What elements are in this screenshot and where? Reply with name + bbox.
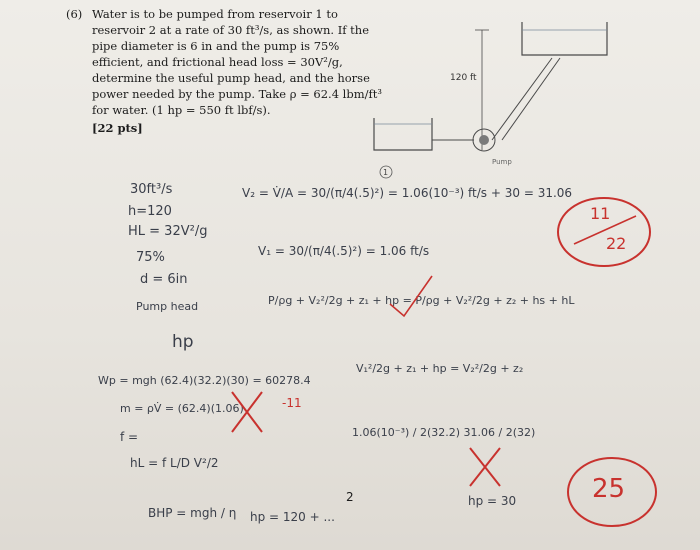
given-height: h=120	[128, 204, 172, 219]
given-flow: 30ft³/s	[130, 182, 173, 197]
problem-part-number: 2	[346, 490, 354, 504]
energy-equation: P/ρg + V₂²/2g + z₁ + hp = P/ρg + V₂²/2g + z₂ + hs + hL	[268, 294, 575, 307]
hp-label: hp	[172, 332, 194, 352]
pump-label: Pump	[492, 158, 512, 166]
height-label: 120 ft	[450, 73, 477, 83]
velocity-one-equation: V₁ = 30/(π/4(.5)²) = 1.06 ft/s	[258, 244, 430, 258]
problem-number: (6)	[66, 7, 83, 21]
friction-factor-label: f =	[120, 430, 139, 444]
given-diameter: d = 6in	[140, 272, 188, 287]
x-mark-fraction	[470, 448, 500, 486]
pump-head-label: Pump head	[136, 300, 199, 313]
headloss-equation: hL = f L/D V²/2	[130, 456, 219, 470]
pump-work-equation: Wp = mgh (62.4)(32.2)(30) = 60278.4	[98, 374, 311, 387]
given-efficiency: 75%	[136, 250, 165, 265]
x-mark-work	[232, 392, 262, 432]
fraction-terms: 1.06(10⁻³) / 2(32.2) 31.06 / 2(32)	[352, 426, 536, 439]
deduction-mark: -11	[282, 396, 302, 410]
velocity-two-equation: V₂ = V̇/A = 30/(π/4(.5)²) = 1.06(10⁻³) ft/s + 30 = 31.06	[242, 186, 573, 200]
pump-head-expression: hp = 120 + ...	[250, 510, 335, 524]
ratio-denominator: 22	[606, 234, 627, 253]
score-value: 25	[592, 474, 626, 504]
brake-horsepower-equation: BHP = mgh / η	[148, 506, 237, 520]
problem-text: Water is to be pumped from reservoir 1 to reservoir 2 at a rate of 30 ft³/s, as shown. If the pipe diameter is 6 in and the pump is 75% efficient, and frictional head loss = 30V²/g, determine the useful pump head, and the horse power needed by the pump. Take ρ = 62.4 lbm/ft³ for water. (1 hp = 550 ft lbf/s).	[92, 7, 382, 117]
mass-flow-equation: m = ρV̇ = (62.4)(1.06)	[120, 402, 244, 415]
check-mark	[390, 276, 432, 316]
energy-equation-simplified: V₁²/2g + z₁ + hp = V₂²/2g + z₂	[356, 362, 524, 375]
node-label: 1	[383, 168, 389, 177]
problem-points: [22 pts]	[92, 121, 143, 135]
ratio-numerator: 11	[590, 204, 611, 223]
pump-head-result: hp = 30	[468, 494, 517, 508]
given-headloss: HL = 32V²/g	[128, 224, 208, 239]
